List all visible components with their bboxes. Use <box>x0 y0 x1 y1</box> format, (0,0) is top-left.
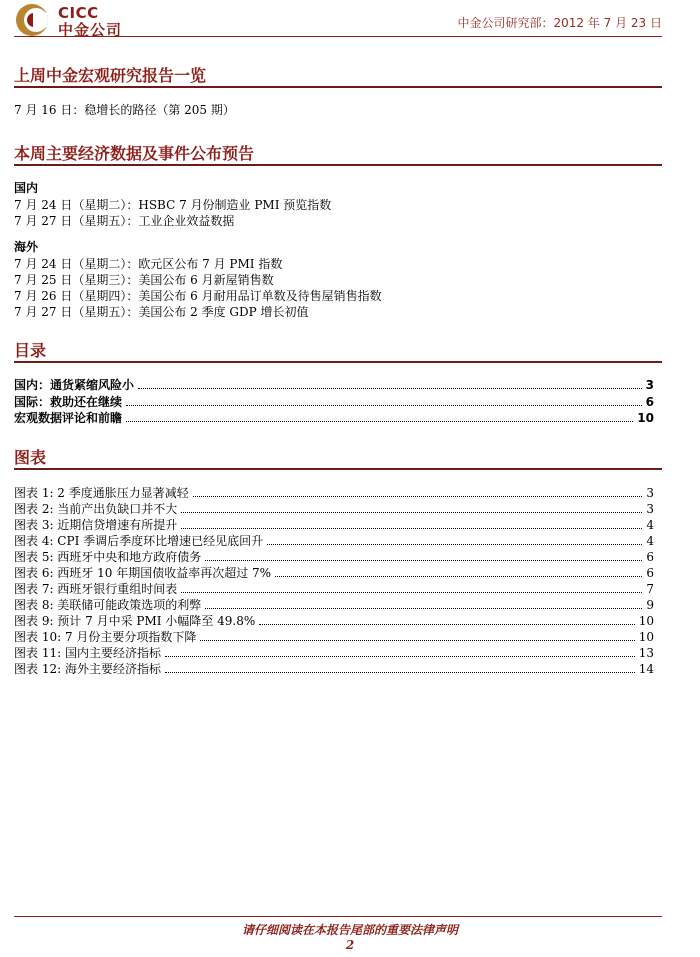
figure-entry[interactable] <box>14 484 654 500</box>
toc-entry-label: 国内：通货紧缩风险小 <box>14 378 135 392</box>
figure-entry-label: 图表 2: 当前产出负缺口并不大 <box>14 502 178 516</box>
figure-entry-page: 9 <box>646 598 654 612</box>
figure-entry-page: 3 <box>646 502 654 516</box>
figure-entry[interactable] <box>14 564 654 580</box>
logo-text-cn: 中金公司 <box>58 21 123 39</box>
toc-entry-page: 10 <box>637 411 654 425</box>
section-title-figures: 图表 <box>14 448 47 467</box>
event-item: 7 月 25 日（星期三）：美国公布 6 月新屋销售数 <box>14 273 274 287</box>
toc-leader <box>275 576 642 577</box>
toc-leader <box>181 528 642 529</box>
section-rule <box>14 468 662 470</box>
figure-entry-page: 6 <box>646 566 654 580</box>
toc-leader <box>181 512 642 513</box>
cicc-logo-icon <box>14 2 54 38</box>
toc-leader <box>205 560 642 561</box>
figure-entry[interactable] <box>14 500 654 516</box>
figure-entry[interactable] <box>14 580 654 596</box>
toc-entry-page: 3 <box>645 378 654 392</box>
page-header <box>0 0 700 44</box>
header-date: 中金公司研究部：2012 年 7 月 23 日 <box>457 16 662 30</box>
toc-leader <box>259 624 634 625</box>
figure-entry-label: 图表 7: 西班牙银行重组时间表 <box>14 582 178 596</box>
figure-entry-label: 图表 11: 国内主要经济指标 <box>14 646 161 660</box>
figure-entry[interactable] <box>14 516 654 532</box>
figure-entry-label: 图表 12: 海外主要经济指标 <box>14 662 161 676</box>
figure-entry[interactable] <box>14 532 654 548</box>
toc-entry[interactable] <box>14 409 654 425</box>
toc-leader <box>193 496 643 497</box>
toc-entry-page: 6 <box>645 395 654 409</box>
figure-entry-page: 4 <box>646 518 654 532</box>
figure-entry[interactable] <box>14 660 654 676</box>
toc-leader <box>267 544 642 545</box>
toc-entry[interactable] <box>14 393 654 409</box>
event-item: 7 月 24 日（星期二）：HSBC 7 月份制造业 PMI 预览指数 <box>14 198 332 212</box>
figure-entry[interactable] <box>14 612 654 628</box>
figure-entry-label: 图表 10: 7 月份主要分项指数下降 <box>14 630 197 644</box>
toc-leader <box>165 656 635 657</box>
figure-entry-page: 7 <box>646 582 654 596</box>
toc-leader <box>126 405 642 406</box>
figure-entry-page: 13 <box>638 646 654 660</box>
section-title-this-week: 本周主要经济数据及事件公布预告 <box>14 144 255 163</box>
figure-entry-page: 4 <box>646 534 654 548</box>
figure-entry-label: 图表 8: 美联储可能政策选项的利弊 <box>14 598 202 612</box>
figure-entry[interactable] <box>14 596 654 612</box>
figure-entry-label: 图表 1: 2 季度通胀压力显著减轻 <box>14 486 189 500</box>
overseas-label: 海外 <box>14 240 39 254</box>
section-rule <box>14 361 662 363</box>
toc-leader <box>181 592 642 593</box>
figure-entry-label: 图表 3: 近期信贷增速有所提升 <box>14 518 178 532</box>
section-title-last-week: 上周中金宏观研究报告一览 <box>14 66 207 85</box>
toc-leader <box>200 640 634 641</box>
section-rule <box>14 164 662 166</box>
domestic-label: 国内 <box>14 181 39 195</box>
event-item: 7 月 24 日（星期二）：欧元区公布 7 月 PMI 指数 <box>14 257 283 271</box>
event-item: 7 月 27 日（星期五）：工业企业效益数据 <box>14 214 235 228</box>
toc-leader <box>126 421 633 422</box>
figure-entry-label: 图表 9: 预计 7 月中采 PMI 小幅降至 49.8% <box>14 614 256 628</box>
logo-text-en: CICC <box>58 4 99 22</box>
footer-divider <box>14 916 662 917</box>
toc-leader <box>205 608 642 609</box>
legal-notice: 请仔细阅读在本报告尾部的重要法律声明 <box>241 923 458 937</box>
toc-entry-label: 国际：救助还在继续 <box>14 395 123 409</box>
figure-entry-label: 图表 5: 西班牙中央和地方政府债务 <box>14 550 202 564</box>
toc-entry-label: 宏观数据评论和前瞻 <box>14 411 123 425</box>
section-title-toc: 目录 <box>14 341 47 360</box>
figure-entry-label: 图表 6: 西班牙 10 年期国债收益率再次超过 7% <box>14 566 272 580</box>
figure-entry[interactable] <box>14 628 654 644</box>
figure-entry[interactable] <box>14 548 654 564</box>
report-item: 7 月 16 日：稳增长的路径（第 205 期） <box>14 103 235 117</box>
header-divider <box>14 36 662 37</box>
figure-entry-page: 3 <box>646 486 654 500</box>
toc-leader <box>138 388 642 389</box>
toc-entry[interactable] <box>14 376 654 392</box>
event-item: 7 月 27 日（星期五）：美国公布 2 季度 GDP 增长初值 <box>14 305 309 319</box>
section-rule <box>14 86 662 88</box>
figure-entry-page: 10 <box>638 630 654 644</box>
figure-entry[interactable] <box>14 644 654 660</box>
figure-entry-page: 6 <box>646 550 654 564</box>
cicc-logo <box>14 2 134 38</box>
page-number: 2 <box>345 938 355 952</box>
figure-entry-label: 图表 4: CPI 季调后季度环比增速已经见底回升 <box>14 534 264 548</box>
figure-entry-page: 14 <box>638 662 654 676</box>
toc-leader <box>165 672 635 673</box>
figure-entry-page: 10 <box>638 614 654 628</box>
event-item: 7 月 26 日（星期四）：美国公布 6 月耐用品订单数及待售屋销售指数 <box>14 289 382 303</box>
